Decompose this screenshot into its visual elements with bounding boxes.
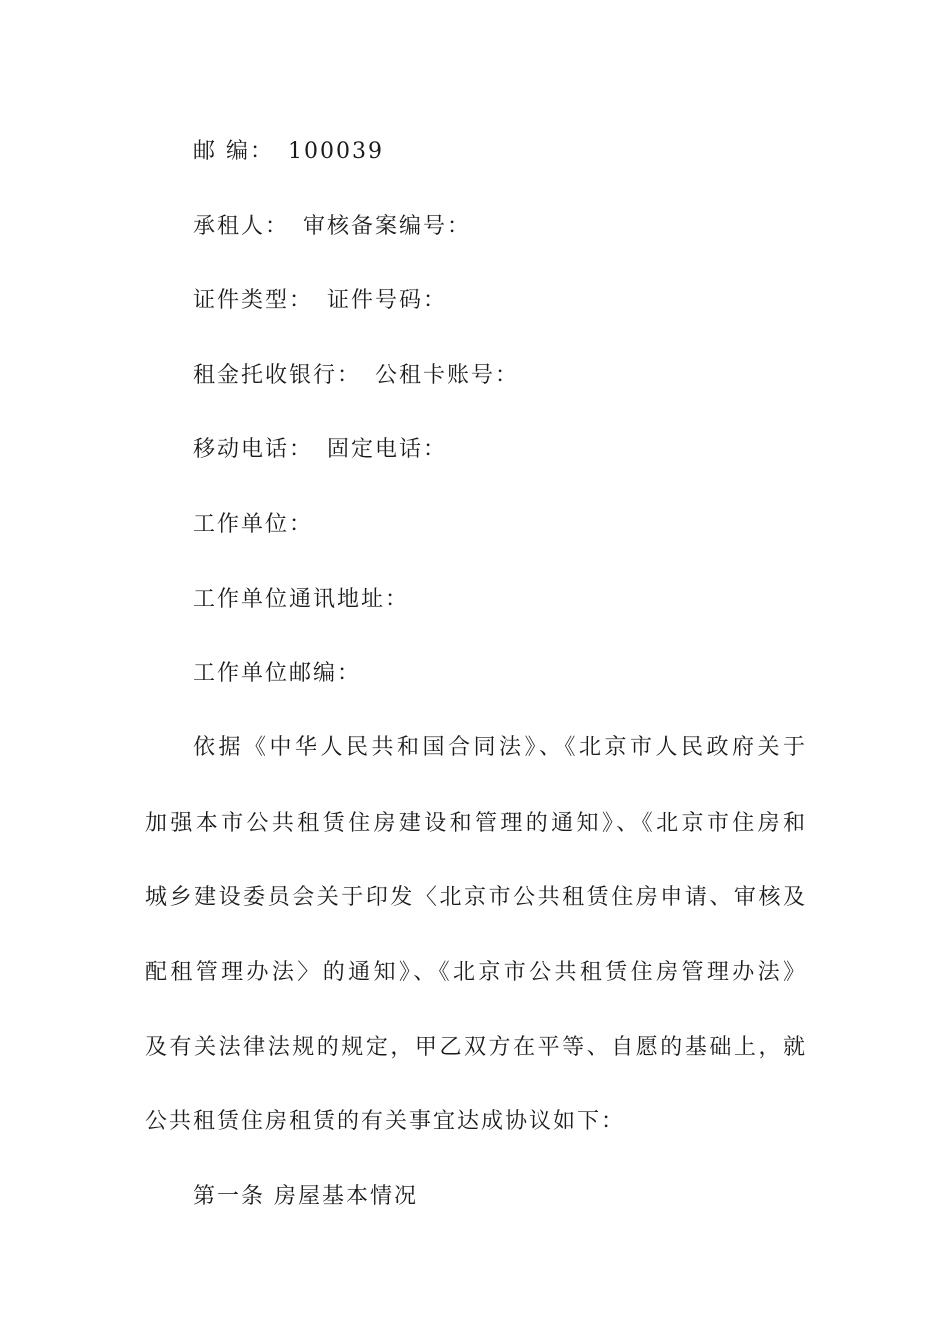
lessee-line [193,213,471,241]
paragraph-line-5: 及有关法律法规的规定，甲乙双方在平等、自愿的基础上，就 [145,1035,805,1060]
employer-line [193,511,313,539]
id-no-label: 证件号码： [327,288,448,313]
id-type-label: 证件类型： [193,288,314,313]
employer-postcode-line [193,660,361,688]
paragraph-line-3: 城乡建设委员会关于印发〈北京市公共租赁住房申请、审核及 [145,885,805,910]
section-heading: 第一条 房屋基本情况 [193,1184,418,1209]
landline-label: 固定电话： [327,437,448,462]
phone-line [193,436,447,464]
employer-address-label: 工作单位通讯地址： [193,587,410,612]
paragraph-line-1: 依据《中华人民共和国合同法》、《北京市人民政府关于 [193,735,805,760]
paragraph-line-6: 公共租赁住房租赁的有关事宜达成协议如下： [145,1109,626,1134]
postcode-line [193,138,384,166]
postcode-value: 100039 [288,139,384,164]
id-line [193,287,447,315]
employer-address-line [193,586,409,614]
bank-line [193,362,519,390]
paragraph-line-2: 加强本市公共租赁住房建设和管理的通知》、《北京市住房和 [145,811,805,836]
postcode-label: 邮 编： [193,139,274,164]
card-label: 公租卡账号： [375,363,520,388]
mobile-label: 移动电话： [193,437,314,462]
record-no-label: 审核备案编号： [303,214,472,239]
lessee-label: 承租人： [193,214,290,239]
bank-label: 租金托收银行： [193,363,362,388]
employer-postcode-label: 工作单位邮编： [193,661,362,686]
paragraph-line-4: 配租管理办法〉的通知》、《北京市公共租赁住房管理办法》 [145,960,805,985]
employer-label: 工作单位： [193,512,314,537]
